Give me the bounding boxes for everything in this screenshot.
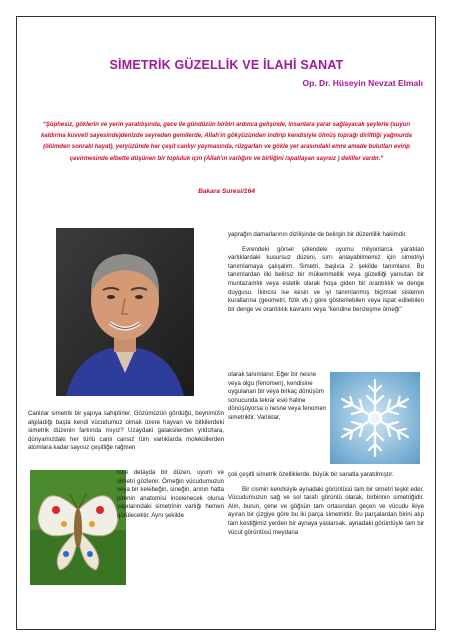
left-wrap-text [117, 469, 224, 527]
right-column-text [228, 231, 424, 320]
right-paragraph-0: yaprağın damarlarının dizilişinde de belirgin bir düzenlilik hakimdir. [228, 231, 407, 238]
left-paragraph-1-continued: ince detayda bir düzen, uyum ve simetri gözlenir. Örneğin vücudumuzun veya bir kelebeğin, sineğin, arının hatta pirenin anatomisi incelenecek olursa yapılarındaki simetrinin varlığı hemen görülecektir. Aynı şekilde [117, 469, 224, 519]
right-paragraph-2: Bir cismin kendisiyle aynadaki görüntüsü tam bir simetri teşkil eder. Vücudumuzun sağ ve sol tarafı görüntü olarak, birbirinin simetriğidir. Alın, burun, çene ve göğsün tam ortasından geçen ve vücudu ikiye ayıran bir çizgiye göre bu iki parça simetriktir. Bu parçalardan birini alıp tam kestiğimiz yerden bir aynaya yaslarsak, aynadaki görüntüyle tam bir vücut görüntüsü meydana [228, 485, 424, 536]
snowflake-image [330, 372, 420, 464]
right-paragraph-1-tail: çok çeşitli simetrik özelliklerde, büyük bir sanatla yaratılmıştır. [228, 471, 394, 478]
left-column-text [28, 410, 224, 459]
verse-source: Bakara Suresi/164 [198, 188, 255, 195]
right-paragraph-1: Evrendeki görsel şölendeki uyumu milyonlarca yaratılan varlıklardaki kusursuz düzeni, sırrı anlayabilmemiz için simetriyi tanımlamaya çalışalım. Simetri, başlıca 2 şekilde tanımlanır. Bu tanımlardan ilki belirsiz bir mükemmellik veya güzelliği yansıtan bir muntazamlık veya estetik olarak hoşa giden bir orantılılık ve denge duygusu. İkincisi ise kesin ve iyi tanımlanmış biçimsel sistemin kurallarına (geometri, fizik vb.) göre gösterilebilen veya ispat edilebilen bir denge ve orantılılık kavramı veya "kendine benzeşme örneği" [228, 245, 424, 313]
left-paragraph-1: Canlılar simetrik bir yapıya sahiptirler. Gözümüzün gördüğü, beynimizin algıladığı başta kendi vücudumuz olmak üzere hayvan ve bitkilerdeki simetrik düzenin farkında mıyız? Uzaydaki galaksilerden yıldızlara, dünyamızdaki her türlü canlı cansız tüm varlıklarda moleküllerden atomlara kadar sayısız çeşitliğe rağmen [28, 410, 224, 452]
author-portrait [56, 228, 194, 396]
verse-quote: “Şüphesiz, göklerin ve yerin yaratılışında, gece ile gündüzün birbiri ardınca gelişinde, insanlara yarar sağlayacak şeylerle (suyun kaldırma kuvveti sayesinde)denizde seyreden gemilerde, Allah'ın gökyüzünden indirip kendisiyle ölmüş toprağı dirilttiği yağmurda (ölümden sonraki hayat), yeryüzünde her çeşit canlıyı yaymasında, rüzgarları ve gökle yer arasındaki emre amade bulutları evirip çevirmesinde elbette düşünen bir topluluk için (Allah'ın varlığını ve birliğini ispatlayan sayısız ) deliller vardır." [41, 122, 412, 162]
right-tail-text [228, 471, 424, 543]
article-title: SİMETRİK GÜZELLİK VE İLAHİ SANAT [109, 58, 344, 72]
moth-image [30, 470, 126, 585]
right-paragraph-1-continued: olarak tanımlanır. Eğer bir nesne veya olgu (fenomen), kendisine uygulanan bir veya birkaç dönüşüm sonucunda tekrar eski haline dönüşüyorsa o nesne veya fenomen simetriktir. Varlıklar, [228, 371, 327, 421]
article-author: Op. Dr. Hüseyin Nevzat Elmalı [302, 78, 423, 88]
right-wrap-text [228, 371, 328, 429]
